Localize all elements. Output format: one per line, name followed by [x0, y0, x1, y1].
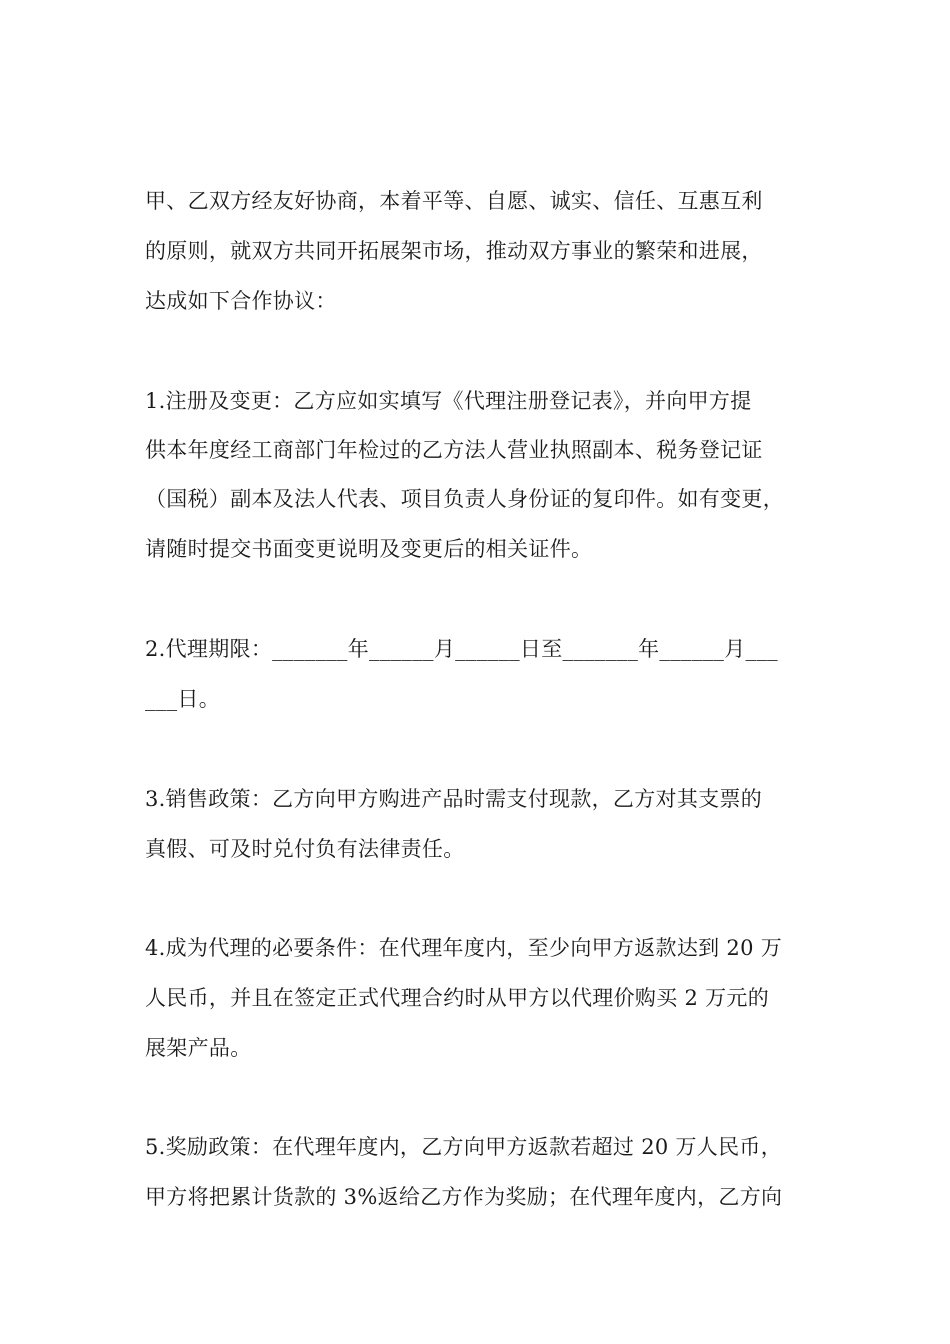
clause-1-line-2: 供本年度经工商部门年检过的乙方法人营业执照副本、税务登记证 [145, 438, 763, 462]
clause-5-line-1: 5.奖励政策：在代理年度内，乙方向甲方返款若超过 20 万人民币， [145, 1135, 783, 1159]
clause-3-line-1: 3.销售政策：乙方向甲方购进产品时需支付现款，乙方对其支票的 [145, 787, 763, 811]
clause-4-line-2: 人民币，并且在签定正式代理合约时从甲方以代理价购买 2 万元的 [145, 986, 770, 1010]
clause-2-line-1: 2.代理期限：_______年______月______日至_______年______月___ [145, 637, 778, 661]
intro-line-2: 的原则，就双方共同开拓展架市场，推动双方事业的繁荣和进展， [145, 239, 763, 263]
clause-4-line-3: 展架产品。 [145, 1036, 252, 1060]
clause-1-line-4: 请随时提交书面变更说明及变更后的相关证件。 [145, 537, 593, 561]
intro-line-3: 达成如下合作协议： [145, 289, 337, 313]
intro-line-1: 甲、乙双方经友好协商，本着平等、自愿、诚实、信任、互惠互利 [145, 189, 763, 213]
clause-3-line-2: 真假、可及时兑付负有法律责任。 [145, 837, 465, 861]
clause-1-line-1: 1.注册及变更：乙方应如实填写《代理注册登记表》，并向甲方提 [145, 389, 752, 413]
clause-4-line-1: 4.成为代理的必要条件：在代理年度内，至少向甲方返款达到 20 万 [145, 936, 783, 960]
clause-5-line-2: 甲方将把累计货款的 3%返给乙方作为奖励；在代理年度内，乙方向 [145, 1185, 783, 1209]
clause-2-line-2: ___日。 [145, 687, 220, 711]
clause-1-line-3: （国税）副本及法人代表、项目负责人身份证的复印件。如有变更， [145, 487, 784, 511]
